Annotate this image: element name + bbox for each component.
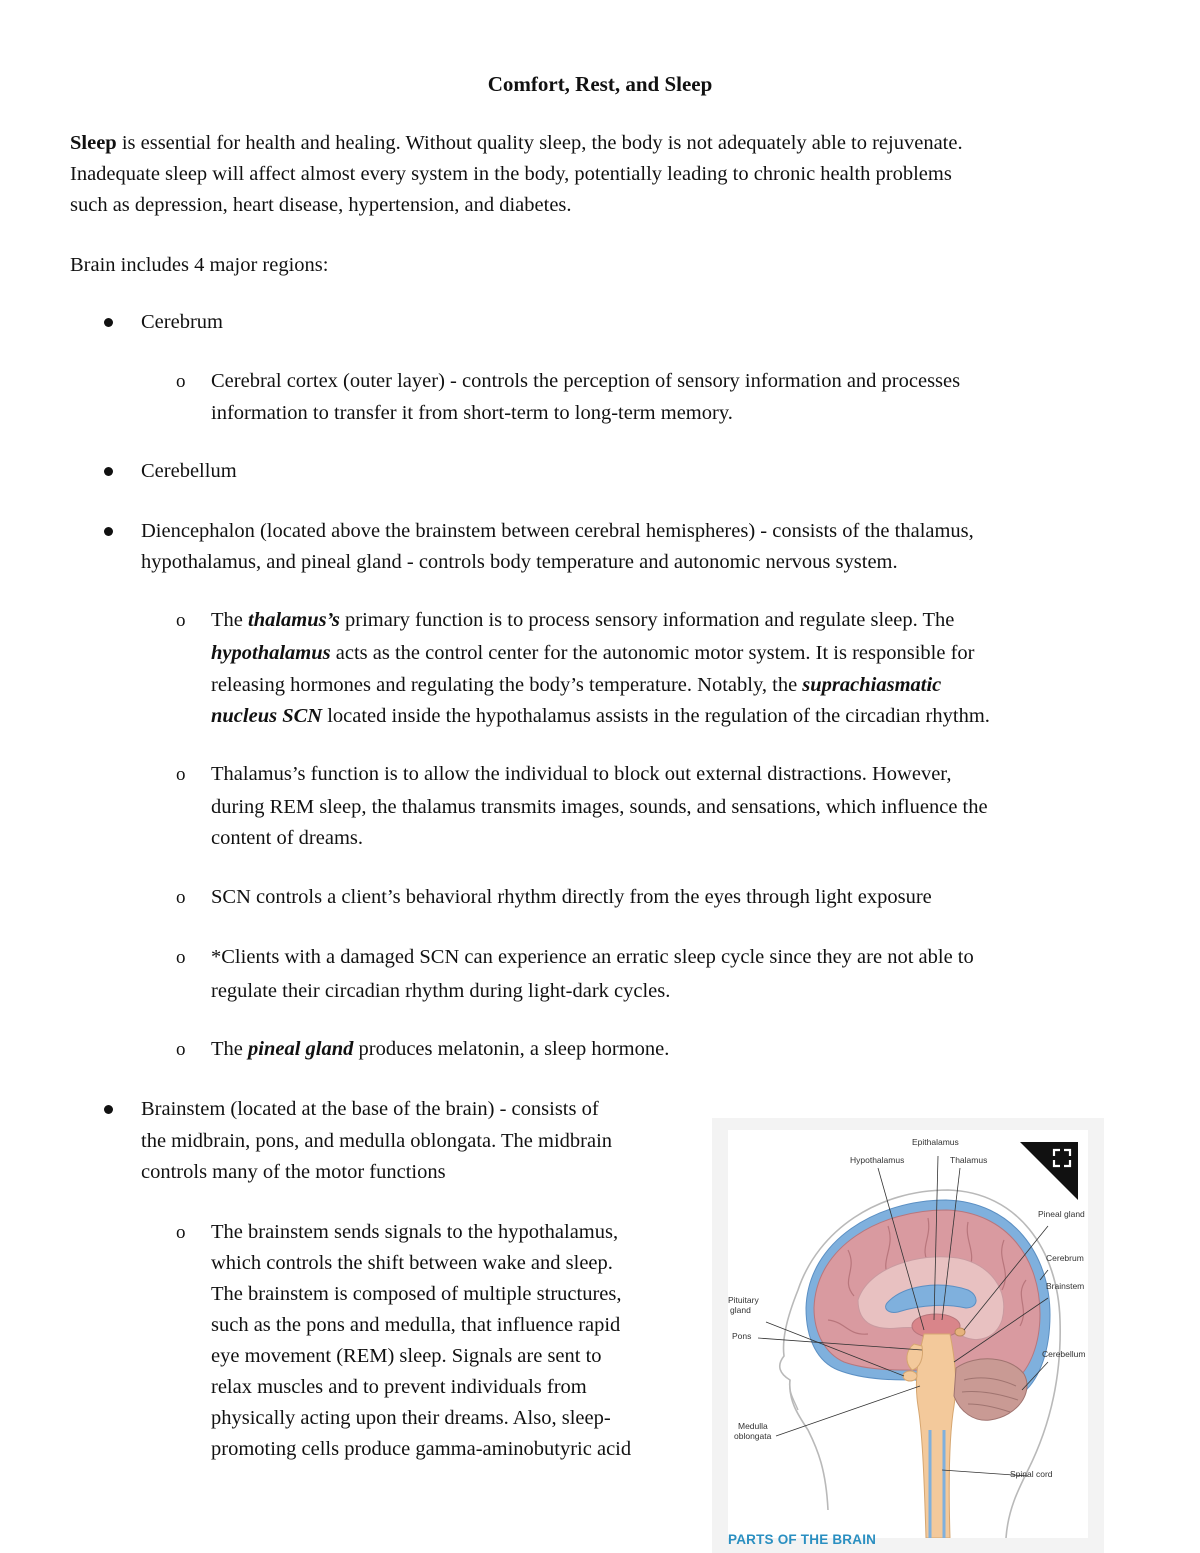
regions-intro: Brain includes 4 major regions: xyxy=(70,254,329,276)
brainstem-sub-line: relax muscles and to prevent individuals from xyxy=(211,1376,587,1398)
sub-bullet-icon: o xyxy=(176,1222,186,1243)
brainstem-sub-line: physically acting upon their dreams. Also, sleep- xyxy=(211,1407,611,1429)
label-cerebellum: Cerebellum xyxy=(1042,1349,1086,1359)
brainstem-sub-line: such as the pons and medulla, that influence rapid xyxy=(211,1314,621,1336)
label-cerebrum: Cerebrum xyxy=(1046,1253,1084,1263)
brain-diagram xyxy=(728,1130,1088,1538)
sub-bullet-icon: o xyxy=(176,887,186,908)
term-nucleus-scn: nucleus SCN xyxy=(211,705,323,727)
label-medulla-2: oblongata xyxy=(734,1431,772,1441)
bullet-cerebellum: Cerebellum xyxy=(141,460,237,482)
pineal-line: The pineal gland produces melatonin, a sleep hormone. xyxy=(211,1038,670,1060)
brainstem-line-3: controls many of the motor functions xyxy=(141,1161,446,1183)
thalamus-line-1: The thalamus’s primary function is to process sensory information and regulate sleep. The xyxy=(211,609,955,631)
label-hypothalamus: Hypothalamus xyxy=(850,1155,905,1165)
term-suprachiasmatic: suprachiasmatic xyxy=(802,674,942,696)
thalamus-function-line-1: Thalamus’s function is to allow the individual to block out external distractions. However, xyxy=(211,763,952,785)
term-pineal-gland: pineal gland xyxy=(248,1038,354,1060)
sub-bullet-icon: o xyxy=(176,371,186,392)
brainstem-sub-line: The brainstem sends signals to the hypothalamus, xyxy=(211,1221,619,1243)
label-medulla-1: Medulla xyxy=(738,1421,768,1431)
page-title: Comfort, Rest, and Sleep xyxy=(487,72,713,96)
thalamus-function-line-2: during REM sleep, the thalamus transmits images, sounds, and sensations, which influence the xyxy=(211,796,988,818)
thalamus-line-3: releasing hormones and regulating the body’s temperature. Notably, the suprachiasmatic xyxy=(211,674,942,696)
label-epithalamus: Epithalamus xyxy=(912,1137,959,1147)
term-hypothalamus: hypothalamus xyxy=(211,642,331,664)
diencephalon-line-2: hypothalamus, and pineal gland - controls body temperature and autonomic nervous system. xyxy=(141,551,898,573)
label-pituitary-2: gland xyxy=(730,1305,751,1315)
figure-caption: PARTS OF THE BRAIN xyxy=(728,1532,877,1547)
brain-figure xyxy=(712,1118,1104,1553)
brainstem-sub-line: promoting cells produce gamma-aminobutyric acid xyxy=(211,1438,632,1460)
diencephalon-line-1: Diencephalon (located above the brainstem between cerebral hemispheres) - consists of the thalamus, xyxy=(141,520,974,542)
sub-bullet-icon: o xyxy=(176,610,186,631)
label-brainstem: Brainstem xyxy=(1046,1281,1085,1291)
sub-bullet-icon: o xyxy=(176,1039,186,1060)
brainstem-sub-line: which controls the shift between wake and sleep. xyxy=(211,1252,613,1274)
damaged-scn-line-2: regulate their circadian rhythm during light-dark cycles. xyxy=(211,980,671,1002)
brainstem-line-1: Brainstem (located at the base of the brain) - consists of xyxy=(141,1098,599,1120)
bullet-icon xyxy=(104,467,113,476)
cortex-line-2: information to transfer it from short-term to long-term memory. xyxy=(211,402,733,424)
bullet-icon xyxy=(104,1105,113,1114)
thalamus-function-line-3: content of dreams. xyxy=(211,827,363,849)
sub-bullet-icon: o xyxy=(176,764,186,785)
sub-bullet-icon: o xyxy=(176,947,186,968)
label-pituitary-1: Pituitary xyxy=(728,1295,759,1305)
damaged-scn-line-1: *Clients with a damaged SCN can experience an erratic sleep cycle since they are not able to xyxy=(211,946,974,968)
bullet-cerebrum: Cerebrum xyxy=(141,311,223,333)
intro-line-3: such as depression, heart disease, hypertension, and diabetes. xyxy=(70,194,572,216)
cortex-line-1: Cerebral cortex (outer layer) - controls the perception of sensory information and processes xyxy=(211,370,961,392)
bullet-icon xyxy=(104,527,113,536)
intro-line-2: Inadequate sleep will affect almost every system in the body, potentially leading to chronic health problems xyxy=(70,163,952,185)
brainstem-sub-line: eye movement (REM) sleep. Signals are sent to xyxy=(211,1345,602,1367)
label-thalamus: Thalamus xyxy=(950,1155,988,1165)
scn-line: SCN controls a client’s behavioral rhythm directly from the eyes through light exposure xyxy=(211,886,932,908)
label-pons: Pons xyxy=(732,1331,752,1341)
intro-bold-term: Sleep xyxy=(70,132,117,154)
thalamus-line-4: nucleus SCN located inside the hypothalamus assists in the regulation of the circadian rhythm. xyxy=(211,705,990,727)
label-pineal-gland: Pineal gland xyxy=(1038,1209,1085,1219)
expand-icon[interactable] xyxy=(1020,1142,1078,1200)
intro-line-1: Sleep is essential for health and healing. Without quality sleep, the body is not adequately able to rejuvenate. xyxy=(70,132,963,154)
brainstem-line-2: the midbrain, pons, and medulla oblongata. The midbrain xyxy=(141,1130,613,1152)
term-thalamus: thalamus’s xyxy=(248,609,340,631)
label-spinal-cord: Spinal cord xyxy=(1010,1469,1053,1479)
brainstem-sub-line: The brainstem is composed of multiple structures, xyxy=(211,1283,622,1305)
thalamus-line-2: hypothalamus acts as the control center for the autonomic motor system. It is responsible for xyxy=(211,642,975,664)
bullet-icon xyxy=(104,318,113,327)
